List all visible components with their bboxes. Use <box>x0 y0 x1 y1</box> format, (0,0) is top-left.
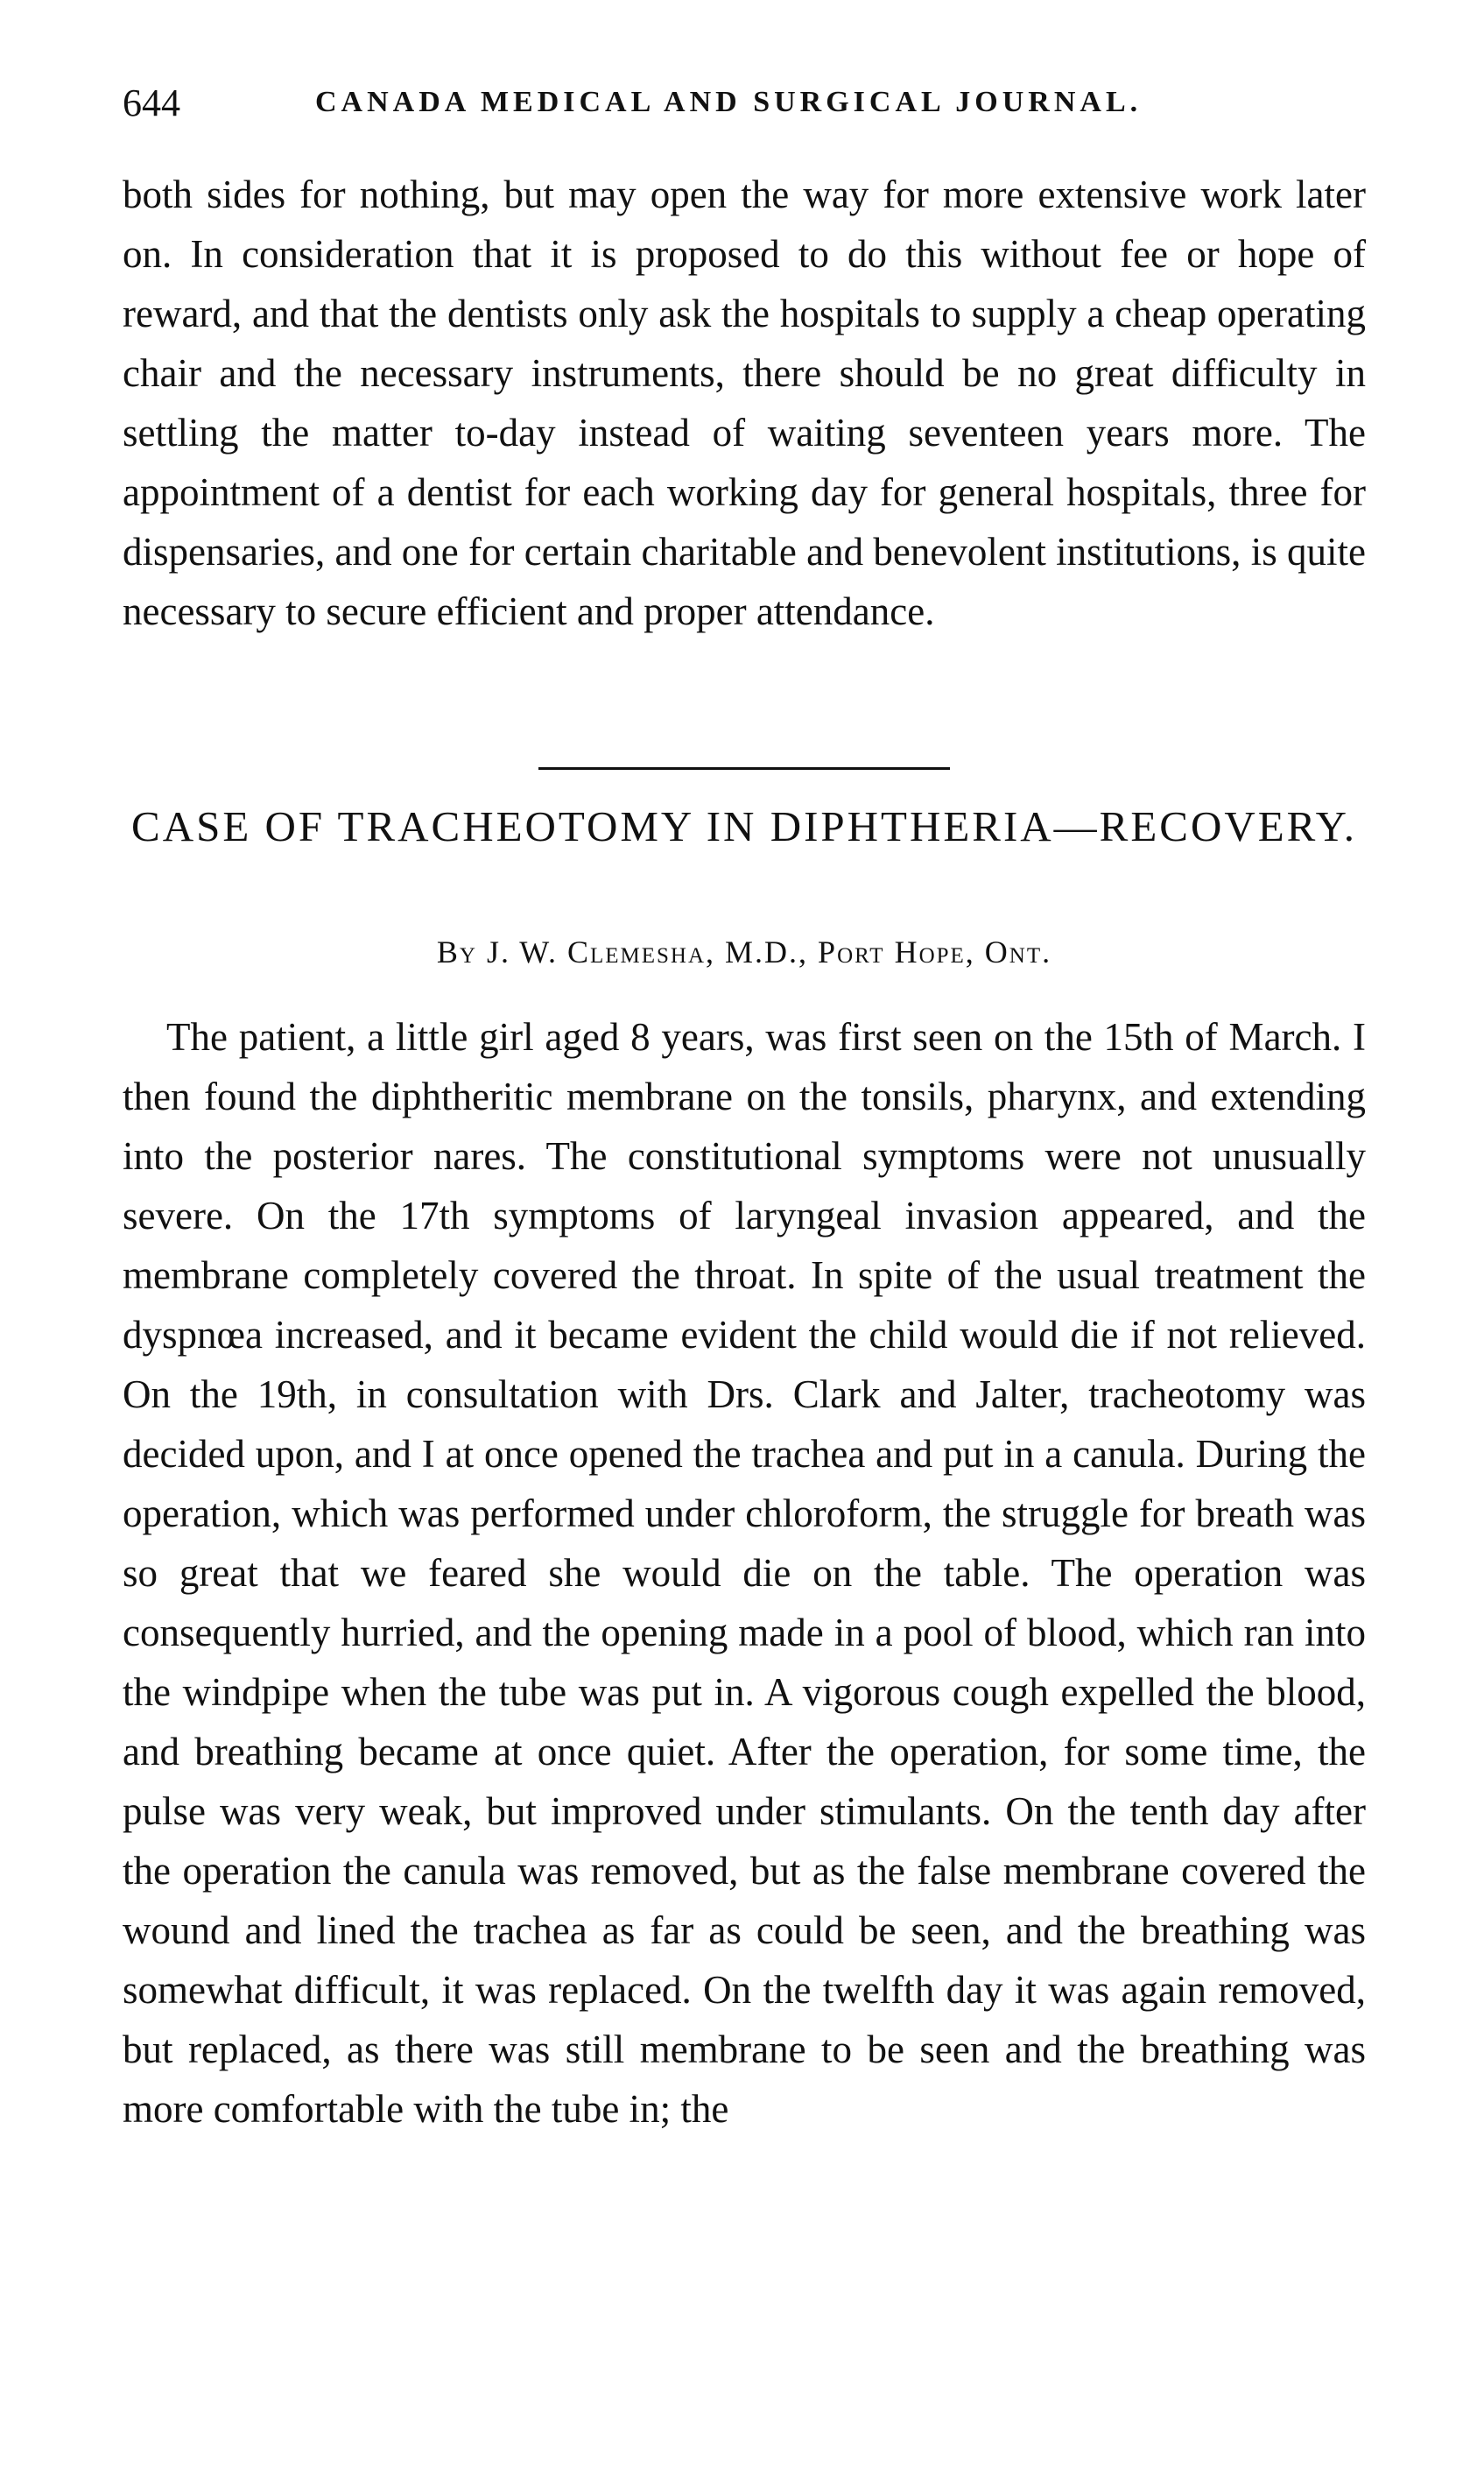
running-header <box>123 81 1366 133</box>
article-title: CASE OF TRACHEOTOMY IN DIPHTHERIA—RECOVERY. <box>131 802 1357 850</box>
article-byline: By J. W. Clemesha, M.D., Port Hope, Ont. <box>436 934 1052 970</box>
article-body <box>123 1007 1366 2139</box>
journal-title: CANADA MEDICAL AND SURGICAL JOURNAL. <box>315 86 1143 118</box>
paragraph: The patient, a little girl aged 8 years, was first seen on the 15th of March. I then found the diphtheritic membrane on the tonsils, pharynx, and extending into the posterior nares. The constitutional symptoms were not unusually severe. On the 17th symptoms of laryngeal invasion appeared, and the membrane completely covered the throat. In spite of the usual treatment the dyspnœa increased, and it became evident the child would die if not relieved. On the 19th, in consultation with Drs. Clark and Jalter, tracheotomy was decided upon, and I at once opened the trachea and put in a canula. During the operation, which was performed under chloroform, the struggle for breath was so great that we feared she would die on the table. The operation was consequently hurried, and the opening made in a pool of blood, which ran into the windpipe when the tube was put in. A vigorous cough expelled the blood, and breathing became at once quiet. After the operation, for some time, the pulse was very weak, but improved under stimulants. On the tenth day after the operation the canula was removed, but as the false membrane covered the wound and lined the trachea as far as could be seen, and the breathing was somewhat difficult, it was replaced. On the twelfth day it was again removed, but replaced, as there was still membrane to be seen and the breathing was more comfortable with the tube in; the <box>123 1015 1366 2131</box>
page-number: 644 <box>123 81 180 124</box>
previous-article-text <box>123 165 1366 641</box>
paragraph: both sides for nothing, but may open the way for more extensive work later on. In consideration that it is proposed to do this without fee or hope of reward, and that the dentists only ask the hospitals to supply a cheap operating chair and the necessary instruments, there should be no great difficulty in settling the matter to-day instead of waiting seventeen years more. The appointment of a dentist for each working day for general hospitals, three for dispensaries, and one for certain charitable and benevolent institutions, is quite necessary to secure efficient and proper attendance. <box>123 173 1366 633</box>
section-divider <box>538 767 950 770</box>
